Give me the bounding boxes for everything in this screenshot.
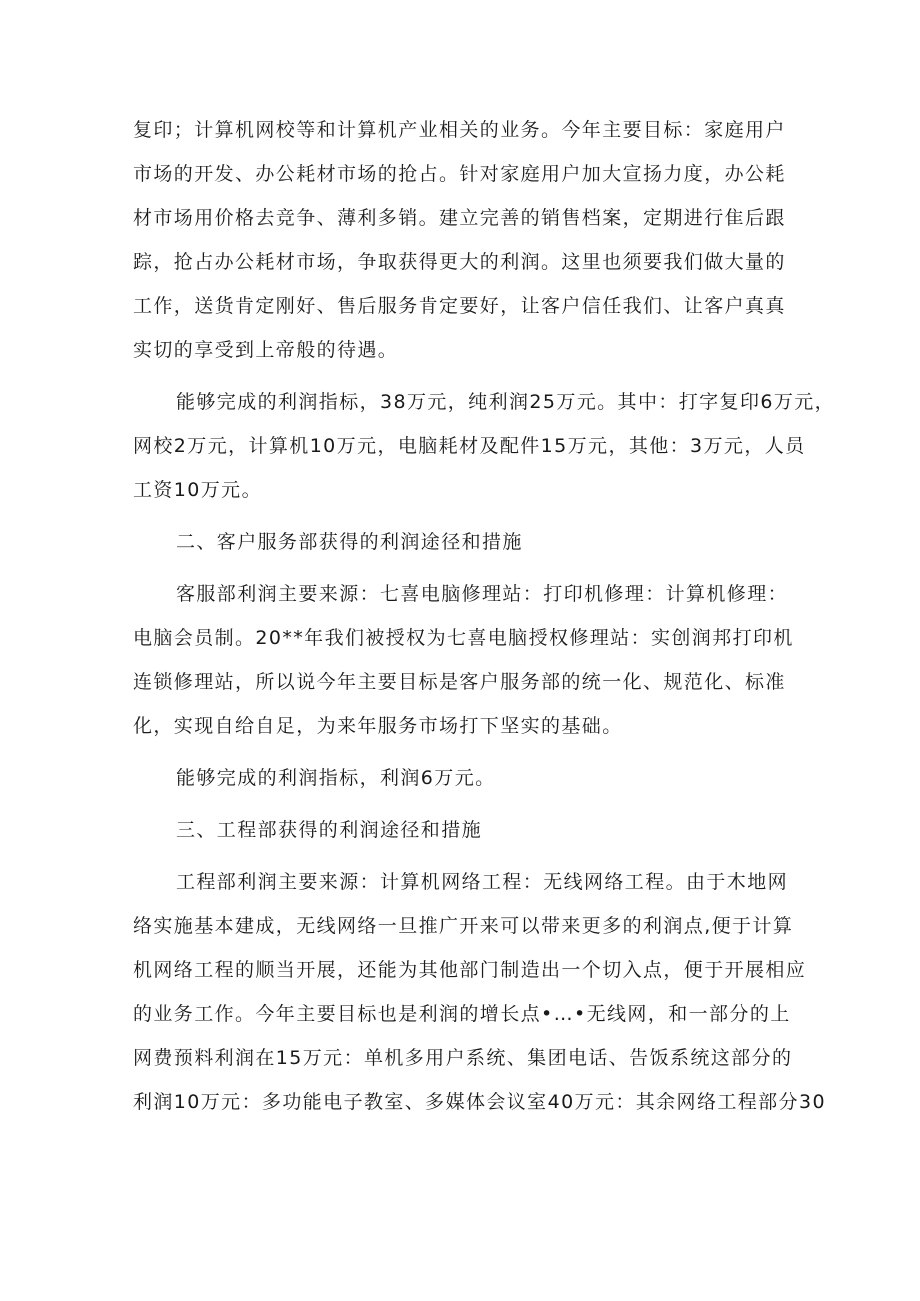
paragraph-line: 机网络工程的顺当开展，还能为其他部门制造出一个切入点，便于开展相应 <box>133 959 807 981</box>
paragraph-line: 连锁修理站，所以说今年主要目标是客户服务部的统一化、规范化、标准 <box>133 671 786 693</box>
paragraph-line: 材市场用价格去竞争、薄利多销。建立完善的销售档案，定期进行隹后跟 <box>133 207 786 229</box>
section-heading: 二、客户服务部获得的利润途径和措施 <box>176 531 523 553</box>
paragraph-line: 网费预料利润在15万元：单机多用户系统、集团电话、告饭系统这部分的 <box>133 1047 793 1069</box>
paragraph-line: 络实施基本建成，无线网络一旦推广开来可以带来更多的利润点,便于计算 <box>133 915 794 937</box>
paragraph-line: 客服部利润主要来源：七喜电脑修理站：打印机修理：计算机修理： <box>176 583 789 605</box>
paragraph-line: 市场的开发、办公耗材市场的抢占。针对家庭用户加大宣扬力度，办公耗 <box>133 163 786 185</box>
paragraph-line: 能够完成的利润指标，利润6万元。 <box>176 767 496 789</box>
paragraph-line: 利润10万元：多功能电子教室、多媒体会议室40万元：其余网络工程部分30 <box>133 1091 826 1113</box>
paragraph-line: 踪，抢占办公耗材市场，争取获得更大的利润。这里也须要我们做大量的 <box>133 251 786 273</box>
paragraph-line: 工资10万元。 <box>133 479 262 501</box>
paragraph-line: 工作，送货肯定刚好、售后服务肯定要好，让客户信任我们、让客户真真 <box>133 295 786 317</box>
document-body <box>133 108 836 1124</box>
paragraph-line: 的业务工作。今年主要目标也是利润的增长点•…•无线网，和一部分的上 <box>133 1003 791 1025</box>
paragraph-line: 网校2万元，计算机10万元，电脑耗材及配件15万元，其他：3万元，人员 <box>133 435 806 457</box>
paragraph-line: 能够完成的利润指标，38万元，纯利润25万元。其中：打字复印6万元， <box>176 391 836 413</box>
paragraph-line: 复印；计算机网校等和计算机产业相关的业务。今年主要目标：家庭用户 <box>133 119 786 141</box>
paragraph-line: 化，实现自给自足，为来年服务市场打下坚实的基础。 <box>133 715 623 737</box>
paragraph-line: 实切的享受到上帝般的待遇。 <box>133 339 399 361</box>
paragraph-line: 电脑会员制。20**年我们被授权为七喜电脑授权修理站：实创润邦打印机 <box>133 627 794 649</box>
paragraph-line: 工程部利润主要来源：计算机网络工程：无线网络工程。由于木地网 <box>176 871 789 893</box>
section-heading: 三、工程部获得的利润途径和措施 <box>176 819 483 841</box>
